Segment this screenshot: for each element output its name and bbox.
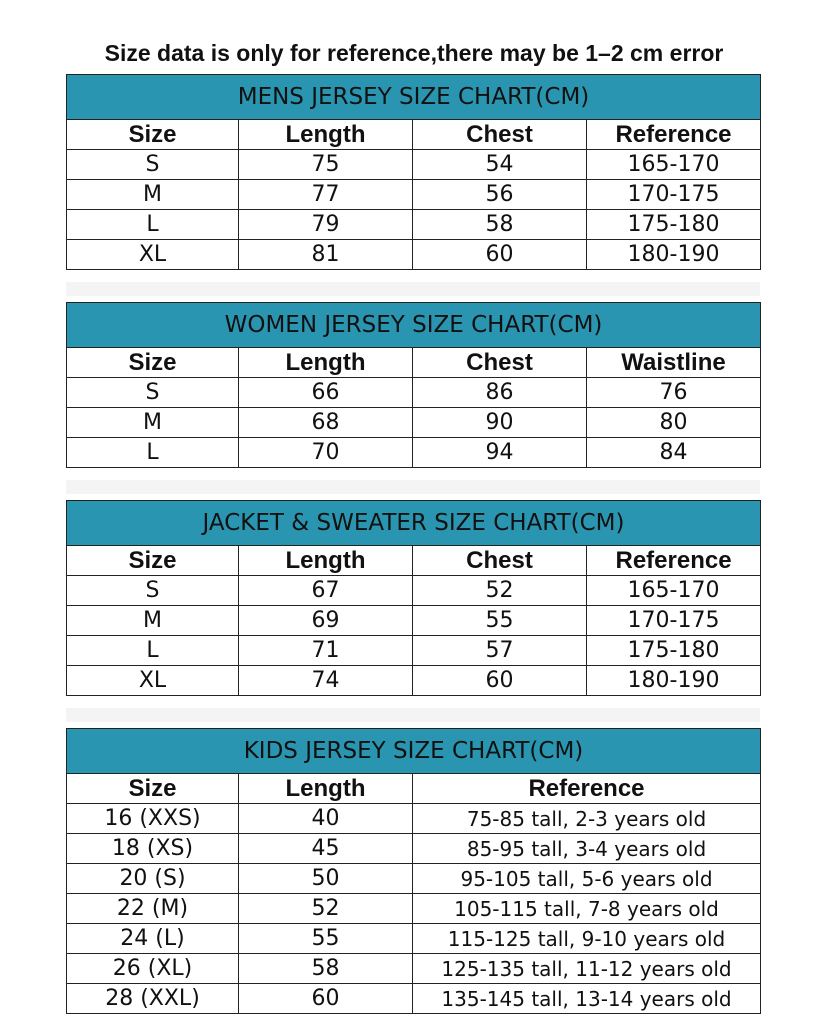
- length-cell: 68: [239, 408, 413, 438]
- waistline-cell: 84: [587, 438, 761, 468]
- table-row: [67, 984, 761, 1014]
- col-header-size: Size: [67, 120, 239, 150]
- length-cell: 81: [239, 240, 413, 270]
- col-header-size: Size: [67, 546, 239, 576]
- chest-cell: 90: [413, 408, 587, 438]
- table-row: [67, 576, 761, 606]
- length-cell: 67: [239, 576, 413, 606]
- size-cell: S: [67, 150, 239, 180]
- length-cell: 66: [239, 378, 413, 408]
- length-cell: 79: [239, 210, 413, 240]
- size-cell: S: [67, 576, 239, 606]
- waistline-cell: 80: [587, 408, 761, 438]
- size-cell: M: [67, 408, 239, 438]
- women-size-chart: [66, 302, 761, 468]
- length-cell: 69: [239, 606, 413, 636]
- col-header-size: Size: [67, 774, 239, 804]
- size-cell: L: [67, 636, 239, 666]
- size-cell: 26 (XL): [67, 954, 239, 984]
- size-cell: 28 (XXL): [67, 984, 239, 1014]
- women-chart-title: WOMEN JERSEY SIZE CHART(CM): [67, 303, 761, 348]
- length-cell: 40: [239, 804, 413, 834]
- reference-cell: 125-135 tall, 11-12 years old: [413, 954, 761, 984]
- kids-chart-title: KIDS JERSEY SIZE CHART(CM): [67, 729, 761, 774]
- waistline-cell: 76: [587, 378, 761, 408]
- table-row: [67, 954, 761, 984]
- table-row: [67, 894, 761, 924]
- size-cell: S: [67, 378, 239, 408]
- length-cell: 70: [239, 438, 413, 468]
- kids-size-chart: [66, 728, 761, 1014]
- col-header-length: Length: [239, 546, 413, 576]
- table-row: [67, 864, 761, 894]
- col-header-reference: Reference: [587, 546, 761, 576]
- col-header-length: Length: [239, 120, 413, 150]
- length-cell: 60: [239, 984, 413, 1014]
- length-cell: 55: [239, 924, 413, 954]
- chest-cell: 54: [413, 150, 587, 180]
- length-cell: 52: [239, 894, 413, 924]
- reference-cell: 180-190: [587, 240, 761, 270]
- size-cell: 22 (M): [67, 894, 239, 924]
- reference-cell: 135-145 tall, 13-14 years old: [413, 984, 761, 1014]
- jacket-chart-title: JACKET & SWEATER SIZE CHART(CM): [67, 501, 761, 546]
- table-row: [67, 666, 761, 696]
- col-header-chest: Chest: [413, 348, 587, 378]
- length-cell: 77: [239, 180, 413, 210]
- reference-cell: 180-190: [587, 666, 761, 696]
- col-header-waistline: Waistline: [587, 348, 761, 378]
- chest-cell: 60: [413, 666, 587, 696]
- table-row: [67, 834, 761, 864]
- mens-chart-title: MENS JERSEY SIZE CHART(CM): [67, 75, 761, 120]
- reference-cell: 95-105 tall, 5-6 years old: [413, 864, 761, 894]
- chest-cell: 60: [413, 240, 587, 270]
- chest-cell: 86: [413, 378, 587, 408]
- reference-cell: 175-180: [587, 636, 761, 666]
- col-header-reference: Reference: [587, 120, 761, 150]
- col-header-chest: Chest: [413, 120, 587, 150]
- chest-cell: 57: [413, 636, 587, 666]
- col-header-size: Size: [67, 348, 239, 378]
- size-cell: 24 (L): [67, 924, 239, 954]
- section-divider: [66, 282, 760, 296]
- section-divider: [66, 480, 760, 494]
- reference-cell: 170-175: [587, 606, 761, 636]
- reference-cell: 105-115 tall, 7-8 years old: [413, 894, 761, 924]
- size-cell: M: [67, 606, 239, 636]
- table-row: [67, 636, 761, 666]
- reference-cell: 170-175: [587, 180, 761, 210]
- size-cell: 16 (XXS): [67, 804, 239, 834]
- length-cell: 50: [239, 864, 413, 894]
- chest-cell: 94: [413, 438, 587, 468]
- length-cell: 74: [239, 666, 413, 696]
- table-row: [67, 180, 761, 210]
- mens-size-chart: [66, 74, 761, 270]
- reference-cell: 165-170: [587, 150, 761, 180]
- reference-cell: 75-85 tall, 2-3 years old: [413, 804, 761, 834]
- col-header-chest: Chest: [413, 546, 587, 576]
- size-cell: L: [67, 210, 239, 240]
- table-row: [67, 378, 761, 408]
- reference-note: Size data is only for reference,there may be 1–2 cm error: [104, 40, 724, 66]
- col-header-reference: Reference: [413, 774, 761, 804]
- reference-cell: 175-180: [587, 210, 761, 240]
- table-row: [67, 606, 761, 636]
- chest-cell: 56: [413, 180, 587, 210]
- length-cell: 45: [239, 834, 413, 864]
- size-cell: M: [67, 180, 239, 210]
- table-row: [67, 408, 761, 438]
- length-cell: 71: [239, 636, 413, 666]
- reference-cell: 85-95 tall, 3-4 years old: [413, 834, 761, 864]
- reference-cell: 165-170: [587, 576, 761, 606]
- chest-cell: 52: [413, 576, 587, 606]
- size-cell: XL: [67, 666, 239, 696]
- length-cell: 58: [239, 954, 413, 984]
- table-row: [67, 210, 761, 240]
- col-header-length: Length: [239, 348, 413, 378]
- table-row: [67, 438, 761, 468]
- section-divider: [66, 708, 760, 722]
- table-row: [67, 240, 761, 270]
- chest-cell: 58: [413, 210, 587, 240]
- table-row: [67, 804, 761, 834]
- length-cell: 75: [239, 150, 413, 180]
- jacket-sweater-size-chart: [66, 500, 761, 696]
- size-cell: L: [67, 438, 239, 468]
- table-row: [67, 924, 761, 954]
- size-cell: 18 (XS): [67, 834, 239, 864]
- size-cell: 20 (S): [67, 864, 239, 894]
- col-header-length: Length: [239, 774, 413, 804]
- table-row: [67, 150, 761, 180]
- chest-cell: 55: [413, 606, 587, 636]
- size-cell: XL: [67, 240, 239, 270]
- reference-cell: 115-125 tall, 9-10 years old: [413, 924, 761, 954]
